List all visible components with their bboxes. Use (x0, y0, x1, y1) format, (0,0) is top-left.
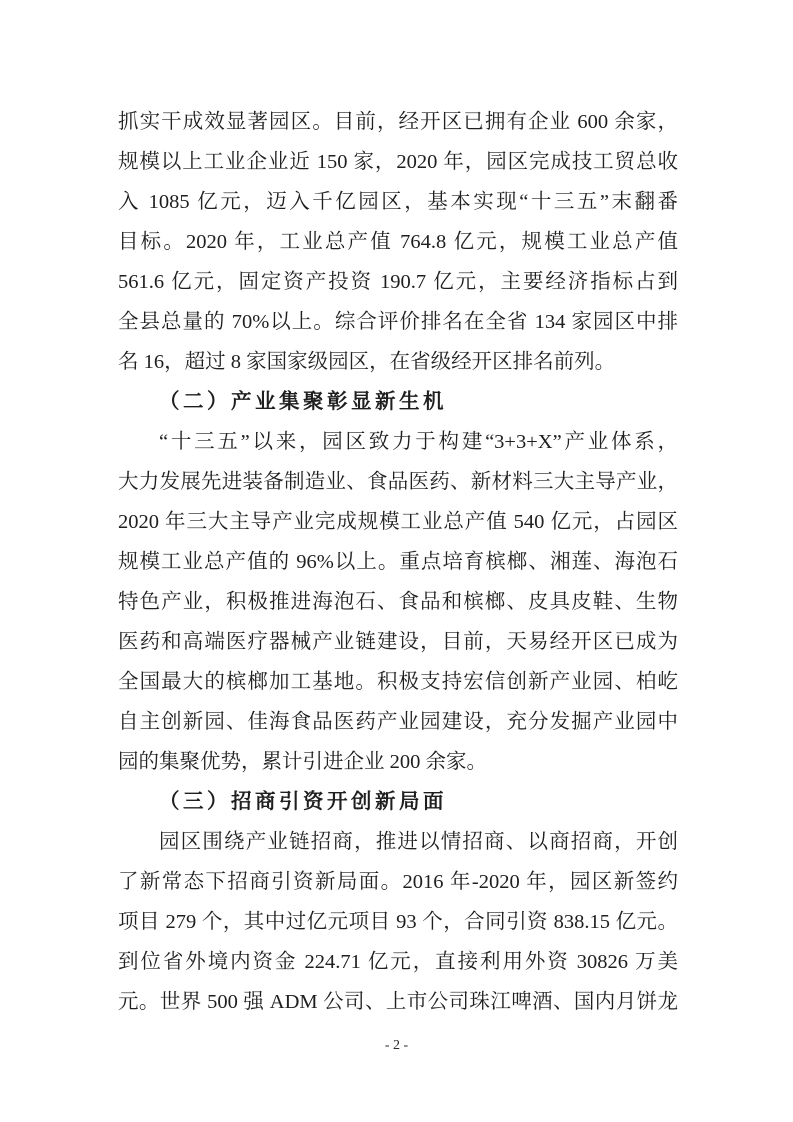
body-text-line: 大力发展先进装备制造业、食品医药、新材料三大主导产业， (118, 471, 678, 493)
body-text-line: 规模工业总产值的 96%以上。重点培育槟榔、湘莲、海泡石 (118, 551, 678, 573)
document-body (118, 102, 678, 1022)
body-text-line: 项目 279 个，其中过亿元项目 93 个，合同引资 838.15 亿元。 (118, 911, 678, 933)
body-text-line: 元。世界 500 强 ADM 公司、上市公司珠江啤酒、国内月饼龙 (118, 991, 678, 1013)
body-text-line: 2020 年三大主导产业完成规模工业总产值 540 亿元，占园区 (118, 511, 678, 533)
body-text-line: 全县总量的 70%以上。综合评价排名在全省 134 家园区中排 (118, 311, 678, 333)
body-text-line: 名 16，超过 8 家国家级园区，在省级经开区排名前列。 (118, 351, 616, 373)
body-text-line: 抓实干成效显著园区。目前，经开区已拥有企业 600 余家， (118, 111, 678, 133)
body-text-line: 园的集聚优势，累计引进企业 200 余家。 (118, 751, 487, 773)
body-text-line: 目标。2020 年，工业总产值 764.8 亿元，规模工业总产值 (118, 231, 678, 253)
body-text-line: 医药和高端医疗器械产业链建设，目前，天易经开区已成为 (118, 631, 678, 653)
body-text-line: 特色产业，积极推进海泡石、食品和槟榔、皮具皮鞋、生物 (118, 591, 678, 613)
body-text-line: 561.6 亿元，固定资产投资 190.7 亿元，主要经济指标占到 (118, 271, 678, 293)
section-heading: （三）招商引资开创新局面 (159, 791, 447, 813)
body-text-line: 了新常态下招商引资新局面。2016 年-2020 年，园区新签约 (118, 871, 678, 893)
section-heading: （二）产业集聚彰显新生机 (159, 391, 447, 413)
body-text-line: 全国最大的槟榔加工基地。积极支持宏信创新产业园、柏屹 (118, 671, 678, 693)
body-text-line: “十三五”以来，园区致力于构建“3+3+X”产业体系， (159, 431, 678, 453)
body-text-line: 园区围绕产业链招商，推进以情招商、以商招商，开创 (159, 831, 678, 853)
body-text-line: 到位省外境内资金 224.71 亿元，直接利用外资 30826 万美 (118, 951, 678, 973)
body-text-line: 入 1085 亿元，迈入千亿园区，基本实现“十三五”末翻番 (118, 191, 678, 213)
body-text-line: 自主创新园、佳海食品医药产业园建设，充分发掘产业园中 (118, 711, 678, 733)
body-text-line: 规模以上工业企业近 150 家，2020 年，园区完成技工贸总收 (118, 151, 678, 173)
page-number: - 2 - (384, 1038, 409, 1053)
